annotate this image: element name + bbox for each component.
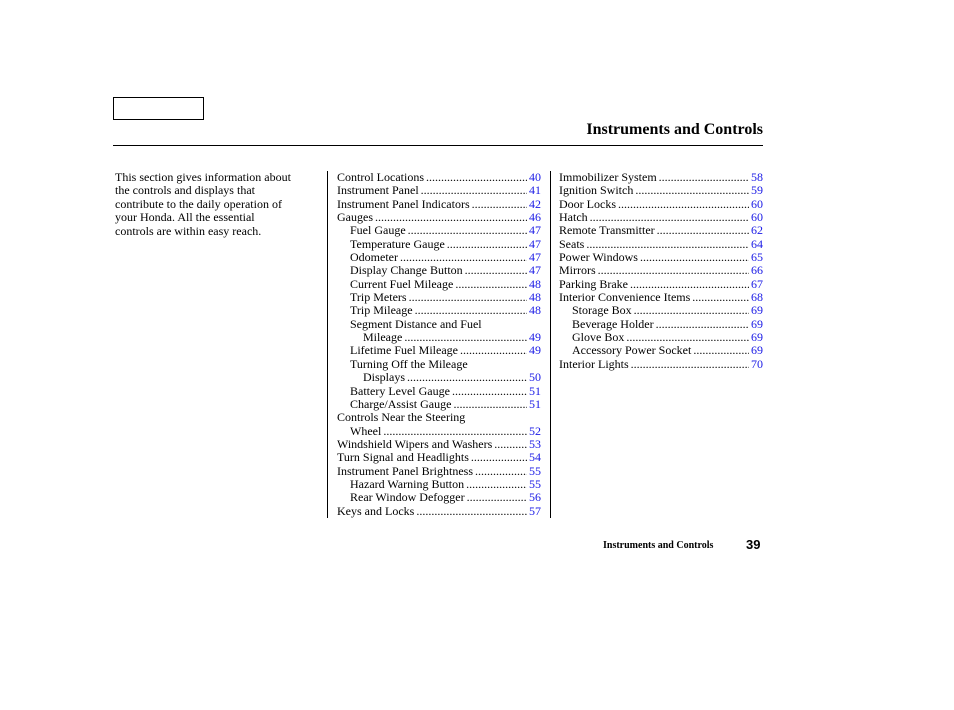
intro-line: your Honda. All the essential — [115, 210, 255, 225]
toc-page-link[interactable]: 47 — [529, 263, 541, 278]
toc-leader-dots — [455, 278, 527, 291]
toc-entry-label: Wheel — [350, 423, 382, 438]
toc-leader-dots — [618, 198, 749, 211]
toc-entry[interactable] — [337, 465, 541, 478]
toc-entry-label: Controls Near the Steering — [337, 410, 466, 425]
toc-entry-label: Beverage Holder — [572, 316, 654, 331]
toc-leader-dots — [404, 331, 527, 344]
toc-page-link[interactable]: 55 — [529, 463, 541, 478]
toc-leader-dots — [408, 224, 527, 237]
toc-leader-dots — [659, 171, 749, 184]
toc-entry[interactable] — [337, 398, 541, 411]
toc-entry-label: Glove Box — [572, 330, 625, 345]
toc-entry[interactable] — [559, 238, 763, 251]
toc-page-link[interactable]: 69 — [751, 343, 763, 358]
toc-leader-dots — [383, 425, 527, 438]
toc-page-link[interactable]: 53 — [529, 436, 541, 451]
toc-entry-label: Display Change Button — [350, 263, 463, 278]
toc-page-link[interactable]: 48 — [529, 290, 541, 305]
toc-leader-dots — [475, 465, 527, 478]
toc-leader-dots — [421, 184, 527, 197]
toc-column-2 — [559, 171, 763, 371]
toc-leader-dots — [426, 171, 527, 184]
toc-entry-label: Ignition Switch — [559, 183, 634, 198]
toc-entry-label: Instrument Panel Brightness — [337, 463, 473, 478]
toc-entry-label: Odometer — [350, 250, 398, 265]
toc-entry-label: Rear Window Defogger — [350, 490, 465, 505]
toc-entry[interactable] — [337, 278, 541, 291]
footer-page-number: 39 — [746, 537, 761, 552]
toc-entry[interactable] — [337, 505, 541, 518]
toc-page-link[interactable]: 69 — [751, 330, 763, 345]
toc-page-link[interactable]: 62 — [751, 223, 763, 238]
toc-leader-dots — [631, 358, 749, 371]
toc-entry-label: Keys and Locks — [337, 503, 415, 518]
toc-entry[interactable] — [337, 291, 541, 304]
intro-line: This section gives information about — [115, 170, 291, 184]
intro-line: controls are within easy reach. — [115, 223, 262, 238]
toc-page-link[interactable]: 51 — [529, 396, 541, 411]
toc-leader-dots — [634, 304, 749, 317]
toc-entry[interactable] — [337, 344, 541, 357]
toc-entry-label: Remote Transmitter — [559, 223, 655, 238]
toc-entry[interactable] — [559, 358, 763, 371]
toc-leader-dots — [467, 491, 527, 504]
toc-page-link[interactable]: 47 — [529, 250, 541, 265]
title-rule — [113, 145, 763, 146]
toc-entry-label: Mileage — [363, 330, 403, 345]
toc-page-link[interactable]: 46 — [529, 210, 541, 225]
toc-leader-dots — [453, 398, 527, 411]
toc-entry[interactable] — [337, 451, 541, 464]
toc-page-link[interactable]: 57 — [529, 503, 541, 518]
toc-entry[interactable] — [559, 304, 763, 317]
toc-entry[interactable] — [559, 278, 763, 291]
toc-leader-dots — [693, 344, 749, 357]
intro-line: contribute to the daily operation of — [115, 196, 282, 211]
toc-leader-dots — [466, 478, 527, 491]
footer-section-label: Instruments and Controls — [603, 540, 714, 551]
toc-leader-dots — [375, 211, 527, 224]
toc-entry-label: Battery Level Gauge — [350, 383, 450, 398]
toc-page-link[interactable]: 40 — [529, 170, 541, 184]
toc-leader-dots — [415, 304, 527, 317]
toc-page-link[interactable]: 50 — [529, 370, 541, 385]
intro-line: the controls and displays that — [115, 183, 255, 198]
toc-entry-label: Charge/Assist Gauge — [350, 396, 452, 411]
toc-leader-dots — [590, 211, 749, 224]
toc-entry[interactable] — [559, 251, 763, 264]
toc-entry-label: Door Locks — [559, 196, 616, 211]
toc-page-link[interactable]: 60 — [751, 210, 763, 225]
toc-page-link[interactable]: 51 — [529, 383, 541, 398]
toc-entry[interactable] — [337, 184, 541, 197]
toc-entry[interactable] — [337, 371, 541, 384]
toc-entry-label: Interior Lights — [559, 356, 629, 371]
tab-marker-box — [113, 97, 204, 120]
toc-entry-label: Windshield Wipers and Washers — [337, 436, 493, 451]
toc-entry-label: Displays — [363, 370, 405, 385]
toc-page-link[interactable]: 66 — [751, 263, 763, 278]
toc-page-link[interactable]: 69 — [751, 316, 763, 331]
toc-page-link[interactable]: 56 — [529, 490, 541, 505]
toc-leader-dots — [586, 238, 749, 251]
toc-page-link[interactable]: 47 — [529, 223, 541, 238]
toc-leader-dots — [640, 251, 749, 264]
toc-leader-dots — [407, 371, 527, 384]
toc-page-link[interactable]: 58 — [751, 170, 763, 184]
toc-entry-label: Hatch — [559, 210, 588, 225]
toc-leader-dots — [465, 264, 527, 277]
toc-entry-label: Gauges — [337, 210, 373, 225]
toc-page-link[interactable]: 49 — [529, 330, 541, 345]
toc-entry-label: Parking Brake — [559, 276, 628, 291]
toc-entry-label: Current Fuel Mileage — [350, 276, 454, 291]
toc-leader-dots — [635, 184, 749, 197]
toc-leader-dots — [416, 505, 527, 518]
toc-leader-dots — [630, 278, 749, 291]
toc-leader-dots — [452, 385, 527, 398]
toc-entry[interactable] — [337, 438, 541, 451]
intro-paragraph — [115, 171, 321, 238]
toc-entry-label: Control Locations — [337, 170, 424, 184]
toc-entry-label: Segment Distance and Fuel — [350, 316, 482, 331]
column-divider-right — [550, 171, 551, 518]
toc-leader-dots — [471, 451, 527, 464]
toc-entry[interactable] — [337, 385, 541, 398]
toc-entry[interactable] — [337, 251, 541, 264]
toc-page-link[interactable]: 65 — [751, 250, 763, 265]
toc-page-link[interactable]: 60 — [751, 196, 763, 211]
toc-entry-label: Temperature Gauge — [350, 236, 445, 251]
toc-entry-label: Turning Off the Mileage — [350, 356, 468, 371]
page-title: Instruments and Controls — [586, 121, 763, 138]
toc-entry-label: Instrument Panel Indicators — [337, 196, 470, 211]
toc-column-1 — [337, 171, 541, 518]
toc-leader-dots — [598, 264, 749, 277]
toc-leader-dots — [692, 291, 749, 304]
toc-entry[interactable] — [559, 344, 763, 357]
toc-entry-label: Trip Mileage — [350, 303, 413, 318]
toc-entry-label: Immobilizer System — [559, 170, 657, 184]
toc-entry[interactable] — [337, 331, 541, 344]
toc-leader-dots — [626, 331, 749, 344]
toc-entry-label: Turn Signal and Headlights — [337, 450, 469, 465]
toc-entry[interactable] — [337, 264, 541, 277]
toc-entry-label: Instrument Panel — [337, 183, 419, 198]
toc-page-link[interactable]: 41 — [529, 183, 541, 198]
toc-leader-dots — [494, 438, 527, 451]
toc-entry[interactable] — [337, 198, 541, 211]
toc-page-link[interactable]: 64 — [751, 236, 763, 251]
toc-entry[interactable] — [337, 224, 541, 237]
toc-entry-label: Mirrors — [559, 263, 596, 278]
toc-leader-dots — [472, 198, 527, 211]
toc-entry[interactable] — [559, 331, 763, 344]
toc-entry[interactable] — [559, 291, 763, 304]
toc-entry-label: Seats — [559, 236, 585, 251]
toc-entry[interactable] — [337, 171, 541, 184]
toc-entry[interactable] — [559, 264, 763, 277]
toc-page-link[interactable]: 48 — [529, 303, 541, 318]
toc-page-link[interactable]: 59 — [751, 183, 763, 198]
toc-entry-label: Fuel Gauge — [350, 223, 406, 238]
toc-page-link[interactable]: 67 — [751, 276, 763, 291]
toc-entry[interactable] — [337, 478, 541, 491]
toc-leader-dots — [657, 224, 749, 237]
toc-entry-label: Storage Box — [572, 303, 632, 318]
toc-entry[interactable] — [559, 211, 763, 224]
toc-page-link[interactable]: 68 — [751, 290, 763, 305]
toc-leader-dots — [447, 238, 527, 251]
toc-entry[interactable] — [337, 491, 541, 504]
toc-entry-label: Accessory Power Socket — [572, 343, 692, 358]
toc-page-link[interactable]: 55 — [529, 476, 541, 491]
toc-page-link[interactable]: 52 — [529, 423, 541, 438]
toc-entry-label: Trip Meters — [350, 290, 407, 305]
toc-page-link[interactable]: 47 — [529, 236, 541, 251]
toc-entry[interactable] — [337, 211, 541, 224]
toc-entry[interactable] — [559, 184, 763, 197]
column-divider-left — [327, 171, 328, 518]
toc-leader-dots — [656, 318, 749, 331]
toc-page-link[interactable]: 48 — [529, 276, 541, 291]
toc-entry-label: Hazard Warning Button — [350, 476, 465, 491]
toc-entry-label: Lifetime Fuel Mileage — [350, 343, 458, 358]
toc-page-link[interactable]: 49 — [529, 343, 541, 358]
toc-leader-dots — [400, 251, 527, 264]
toc-page-link[interactable]: 42 — [529, 196, 541, 211]
toc-entry[interactable] — [559, 198, 763, 211]
toc-entry[interactable] — [559, 171, 763, 184]
toc-entry[interactable] — [337, 425, 541, 438]
toc-page-link[interactable]: 69 — [751, 303, 763, 318]
toc-leader-dots — [460, 344, 527, 357]
toc-leader-dots — [409, 291, 527, 304]
toc-entry[interactable] — [559, 318, 763, 331]
toc-entry[interactable] — [337, 238, 541, 251]
toc-entry[interactable] — [337, 304, 541, 317]
toc-entry-label: Power Windows — [559, 250, 638, 265]
toc-entry-label: Interior Convenience Items — [559, 290, 691, 305]
toc-entry[interactable] — [559, 224, 763, 237]
toc-page-link[interactable]: 54 — [529, 450, 541, 465]
toc-page-link[interactable]: 70 — [751, 356, 763, 371]
